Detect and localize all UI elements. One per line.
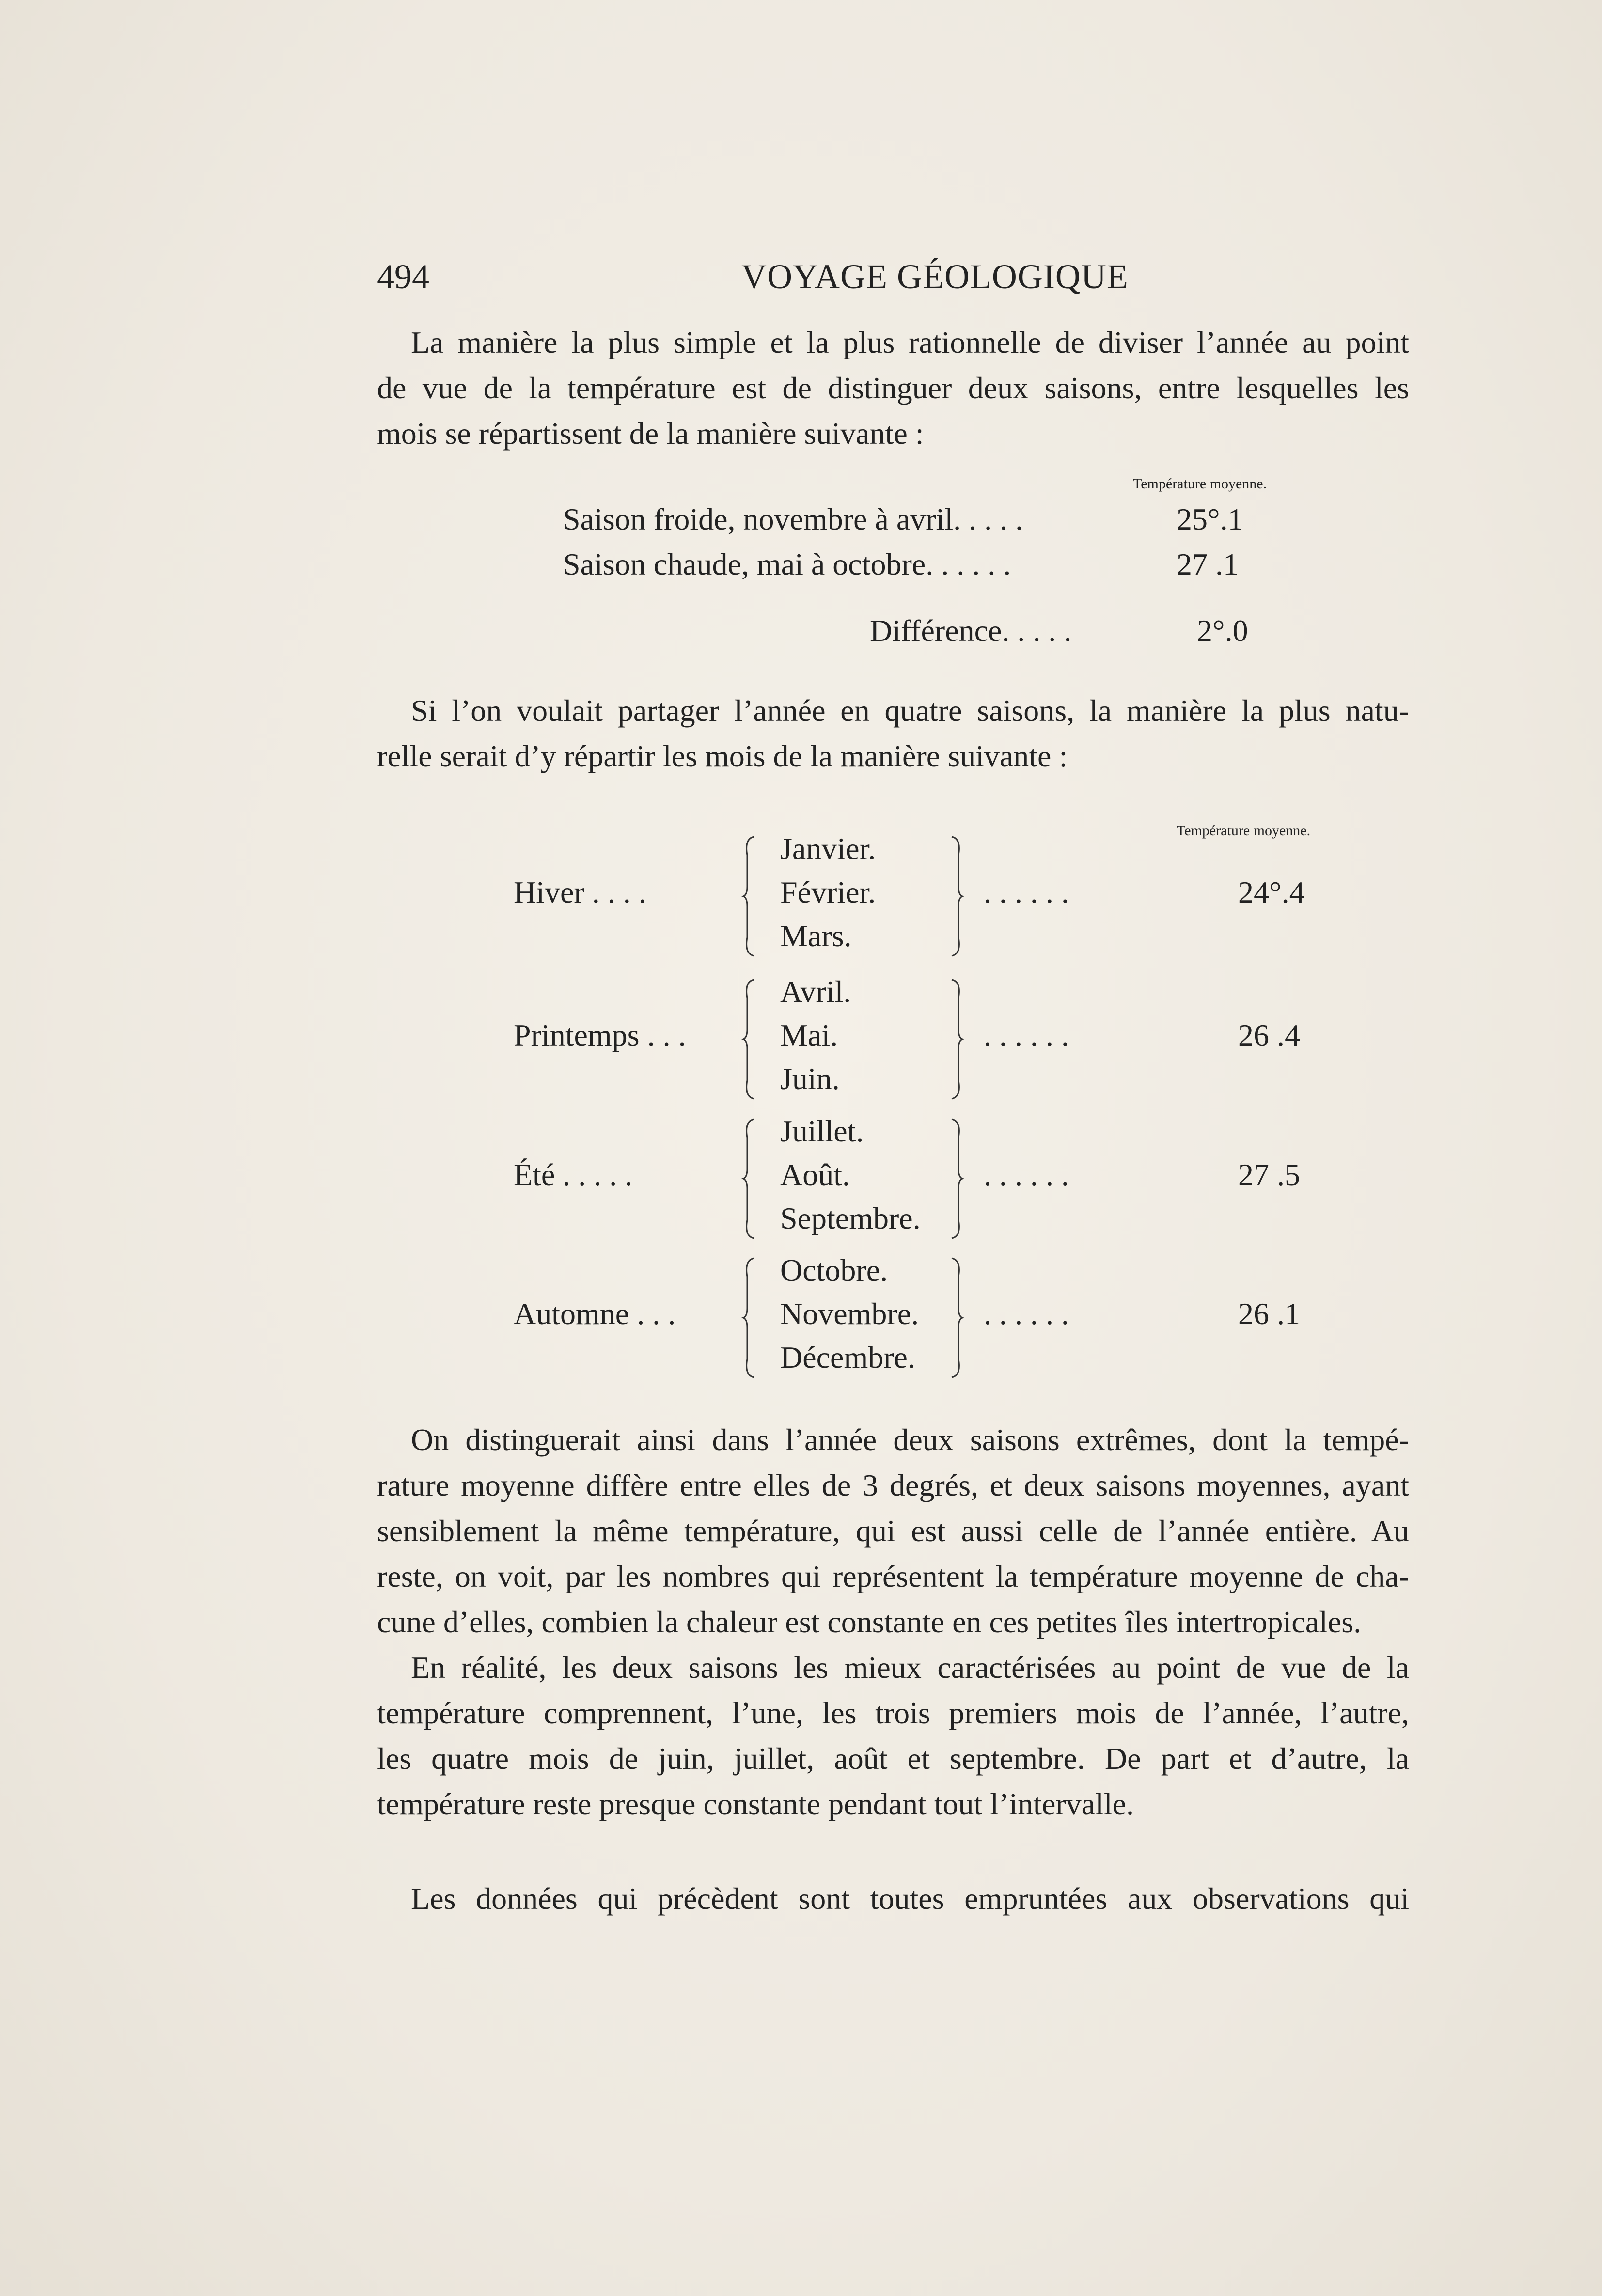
season-row-value: 2°.0 <box>1197 613 1248 648</box>
text-line: les quatre mois de juin, juillet, août et septembre. De part et d’autre, la <box>377 1741 1409 1776</box>
text-line: mois se répartissent de la manière suivante : <box>377 416 924 451</box>
fourth-paragraph <box>377 1645 1409 1827</box>
month: Avril. <box>780 974 851 1009</box>
text-line: relle serait d’y répartir les mois de la manière suivante : <box>377 739 1068 773</box>
season-row-value: 27 .1 <box>1177 547 1239 581</box>
month: Octobre. <box>780 1253 888 1287</box>
column-header: Température moyenne. <box>1133 476 1267 492</box>
second-paragraph <box>377 688 1409 779</box>
season-value: 27 .5 <box>1238 1157 1300 1192</box>
right-brace <box>950 1118 964 1239</box>
month: Janvier. <box>780 831 876 866</box>
season-name: Été . . . . . <box>514 1157 633 1192</box>
month: Février. <box>780 875 876 909</box>
leader-dots: . . . . . . <box>984 875 1069 909</box>
intro-paragraph <box>377 320 1409 456</box>
month: Juin. <box>780 1062 840 1096</box>
text-line: température reste presque constante pendant tout l’intervalle. <box>377 1787 1134 1821</box>
running-title: VOYAGE GÉOLOGIQUE <box>741 257 1129 296</box>
third-paragraph <box>377 1417 1409 1645</box>
left-brace <box>741 836 756 957</box>
leader-dots: . . . . . . <box>984 1157 1069 1192</box>
season-name: Hiver . . . . <box>514 875 646 909</box>
month: Juillet. <box>780 1114 864 1148</box>
text-line: La manière la plus simple et la plus rationnelle de diviser l’année au point <box>411 325 1409 359</box>
text-line: On distinguerait ainsi dans l’année deux saisons extrêmes, dont la tempé- <box>411 1422 1409 1457</box>
left-brace <box>741 1118 756 1239</box>
season-row-label: Saison chaude, mai à octobre. . . . . . <box>563 547 1011 581</box>
fifth-paragraph <box>377 1876 1409 1921</box>
text-line: de vue de la température est de distinguer deux saisons, entre lesquelles les <box>377 371 1409 405</box>
left-brace <box>741 1257 756 1378</box>
month: Mars. <box>780 919 852 953</box>
season-name: Printemps . . . <box>514 1018 686 1052</box>
month: Novembre. <box>780 1296 919 1331</box>
page-number: 494 <box>377 257 429 296</box>
right-brace <box>950 836 964 957</box>
text-line: température comprennent, l’une, les trois premiers mois de l’année, l’autre, <box>377 1696 1409 1730</box>
right-brace <box>950 979 964 1100</box>
season-row-label: Saison froide, novembre à avril. . . . . <box>563 502 1023 536</box>
text-line: rature moyenne diffère entre elles de 3 degrés, et deux saisons moyennes, ayant <box>377 1468 1409 1502</box>
season-name: Automne . . . <box>514 1296 676 1331</box>
text-line: Les données qui précèdent sont toutes empruntées aux observations qui <box>411 1881 1409 1916</box>
text-line: reste, on voit, par les nombres qui représentent la température moyenne de cha- <box>377 1559 1409 1593</box>
left-brace <box>741 979 756 1100</box>
text-line: sensiblement la même température, qui est aussi celle de l’année entière. Au <box>377 1514 1409 1548</box>
leader-dots: . . . . . . <box>984 1296 1069 1331</box>
season-value: 26 .1 <box>1238 1296 1300 1331</box>
season-row-value: 25°.1 <box>1177 502 1243 536</box>
text-line: cune d’elles, combien la chaleur est constante en ces petites îles intertropicales. <box>377 1605 1362 1639</box>
right-brace <box>950 1257 964 1378</box>
month: Mai. <box>780 1018 838 1052</box>
month: Décembre. <box>780 1340 915 1374</box>
text-line: Si l’on voulait partager l’année en quatre saisons, la manière la plus natu- <box>411 693 1409 728</box>
text-line: En réalité, les deux saisons les mieux caractérisées au point de vue de la <box>411 1650 1409 1685</box>
season-value: 26 .4 <box>1238 1018 1300 1052</box>
column-header: Température moyenne. <box>1177 823 1311 839</box>
season-value: 24°.4 <box>1238 875 1305 909</box>
leader-dots: . . . . . . <box>984 1018 1069 1052</box>
month: Août. <box>780 1157 850 1192</box>
season-row-label: Différence. . . . . <box>870 613 1072 648</box>
month: Septembre. <box>780 1201 921 1235</box>
